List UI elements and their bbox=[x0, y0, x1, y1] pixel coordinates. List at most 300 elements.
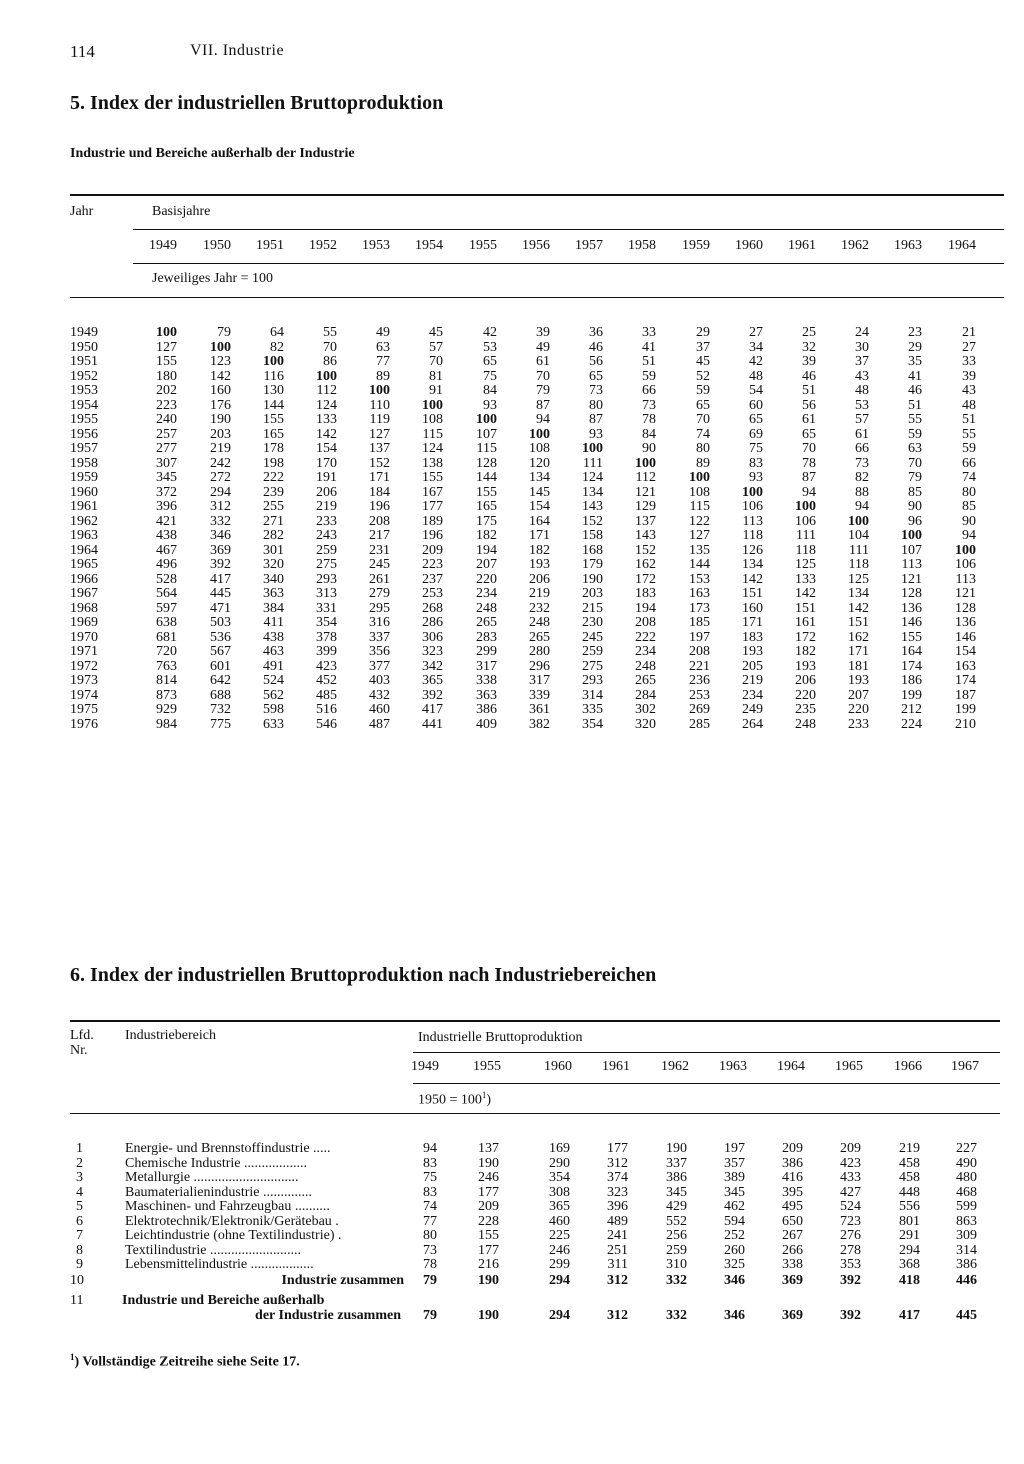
table5-cell: 94 bbox=[802, 484, 816, 500]
table5-cell: 52 bbox=[696, 368, 710, 384]
table5-cell: 171 bbox=[742, 615, 763, 630]
table5-cell: 293 bbox=[316, 571, 337, 587]
table5-cell: 55 bbox=[323, 325, 337, 340]
table5-cell: 89 bbox=[696, 455, 710, 471]
table5-cell: 219 bbox=[742, 673, 763, 688]
table6-row-label: Leichtindustrie (ohne Textilindustrie) . bbox=[125, 1229, 342, 1243]
table5-cell: 182 bbox=[795, 644, 816, 659]
table5-cell: 460 bbox=[369, 702, 390, 717]
table5-cell: 503 bbox=[210, 615, 231, 630]
table5-cell: 184 bbox=[369, 484, 390, 500]
table6-cell: 354 bbox=[549, 1170, 570, 1185]
table5-cell: 601 bbox=[210, 658, 231, 674]
table5-cell: 21 bbox=[962, 325, 976, 340]
table5-cell: 126 bbox=[742, 542, 763, 558]
table5-cell: 221 bbox=[689, 658, 710, 674]
table5-cell: 59 bbox=[908, 426, 922, 442]
table5-cell: 124 bbox=[582, 470, 603, 485]
table5-base-year: 1957 bbox=[575, 238, 603, 253]
table5-cell: 210 bbox=[955, 716, 976, 732]
table5-cell: 196 bbox=[422, 528, 443, 543]
table6-total-cell: 190 bbox=[478, 1308, 499, 1323]
table5-cell: 124 bbox=[422, 441, 443, 456]
table5-cell: 386 bbox=[476, 702, 497, 717]
table6-year: 1964 bbox=[777, 1059, 805, 1074]
table5-cell: 208 bbox=[635, 615, 656, 630]
table5-cell: 236 bbox=[689, 673, 710, 688]
table5-cell: 160 bbox=[742, 600, 763, 616]
table5-cell: 174 bbox=[955, 673, 976, 688]
table5-cell: 191 bbox=[316, 470, 337, 485]
table5-cell: 133 bbox=[316, 412, 337, 427]
table5-cell: 163 bbox=[955, 658, 976, 674]
table6-cell: 290 bbox=[549, 1155, 570, 1171]
table6-cell: 416 bbox=[782, 1170, 803, 1185]
table6-cell: 266 bbox=[782, 1242, 803, 1258]
table5-cell: 128 bbox=[476, 455, 497, 471]
table5-cell: 234 bbox=[476, 586, 497, 601]
table5-cell: 219 bbox=[529, 586, 550, 601]
table5-cell: 164 bbox=[901, 644, 922, 659]
table5-cell: 253 bbox=[422, 586, 443, 601]
table6-cell: 252 bbox=[724, 1228, 745, 1243]
table5-row-year: 1974 bbox=[70, 687, 98, 703]
table5-row-year: 1973 bbox=[70, 673, 98, 688]
table5-cell: 78 bbox=[802, 455, 816, 471]
table5-cell: 285 bbox=[689, 716, 710, 732]
table6-cell: 227 bbox=[956, 1141, 977, 1156]
table6-cell: 80 bbox=[423, 1228, 437, 1243]
table5-cell: 171 bbox=[529, 528, 550, 543]
table5-cell: 233 bbox=[316, 513, 337, 529]
table6-cell: 219 bbox=[899, 1141, 920, 1156]
table5-cell: 224 bbox=[901, 716, 922, 732]
table5-cell: 35 bbox=[908, 354, 922, 369]
table5-cell: 151 bbox=[742, 586, 763, 601]
table5-cell: 164 bbox=[529, 513, 550, 529]
table5-cell: 175 bbox=[476, 513, 497, 529]
table5-cell: 384 bbox=[263, 600, 284, 616]
table6-nr-header-2: Nr. bbox=[70, 1043, 88, 1058]
table5-cell: 63 bbox=[376, 339, 390, 355]
table5-row-year: 1971 bbox=[70, 644, 98, 659]
table5-cell: 316 bbox=[369, 615, 390, 630]
table5-cell: 100 bbox=[210, 339, 231, 355]
table5-cell: 567 bbox=[210, 644, 231, 659]
table5-cell: 137 bbox=[635, 513, 656, 529]
table5-cell: 39 bbox=[962, 368, 976, 384]
table6-cell: 241 bbox=[607, 1228, 628, 1243]
table5-cell: 345 bbox=[156, 470, 177, 485]
table5-cell: 775 bbox=[210, 716, 231, 732]
table5-cell: 248 bbox=[795, 716, 816, 732]
table5-cell: 100 bbox=[422, 397, 443, 413]
table5-cell: 42 bbox=[749, 354, 763, 369]
table5-cell: 116 bbox=[263, 368, 284, 384]
table5-cell: 720 bbox=[156, 644, 177, 659]
table5-cell: 206 bbox=[795, 673, 816, 688]
table6-year: 1949 bbox=[411, 1059, 439, 1074]
table5-cell: 280 bbox=[529, 644, 550, 659]
table5-row-year: 1950 bbox=[70, 339, 98, 355]
table6-cell: 94 bbox=[423, 1141, 437, 1156]
table5-cell: 516 bbox=[316, 702, 337, 717]
table5-cell: 432 bbox=[369, 687, 390, 703]
table5-cell: 120 bbox=[529, 455, 550, 471]
table6-total-cell: 312 bbox=[607, 1273, 628, 1288]
table5-cell: 208 bbox=[689, 644, 710, 659]
table6-cell: 177 bbox=[478, 1242, 499, 1258]
table6-year: 1962 bbox=[661, 1059, 689, 1074]
table6-total-cell: 294 bbox=[549, 1273, 570, 1288]
table5-cell: 30 bbox=[855, 339, 869, 355]
table5-base-year: 1959 bbox=[682, 238, 710, 253]
table6-row-nr: 7 bbox=[76, 1228, 83, 1243]
table5-cell: 73 bbox=[589, 383, 603, 398]
table5-cell: 94 bbox=[536, 412, 550, 427]
table5-cell: 65 bbox=[749, 412, 763, 427]
table6-total-cell: 294 bbox=[549, 1308, 570, 1323]
table5-row-year: 1965 bbox=[70, 557, 98, 572]
table5-cell: 562 bbox=[263, 687, 284, 703]
table6-row-nr: 3 bbox=[76, 1170, 83, 1185]
table6-total-cell: 417 bbox=[899, 1308, 920, 1323]
table5-cell: 39 bbox=[536, 325, 550, 340]
table6-cell: 314 bbox=[956, 1242, 977, 1258]
table5-cell: 158 bbox=[582, 528, 603, 543]
table6-row-label: Chemische Industrie .................. bbox=[125, 1156, 307, 1171]
table6-title: 6. Index der industriellen Bruttoproduktion nach Industriebereichen bbox=[70, 964, 657, 986]
table5-cell: 261 bbox=[369, 571, 390, 587]
table5-cell: 75 bbox=[483, 368, 497, 384]
table5-cell: 93 bbox=[589, 426, 603, 442]
chapter-title: VII. Industrie bbox=[190, 42, 285, 59]
table6-cell: 291 bbox=[899, 1228, 920, 1243]
table6-cell: 311 bbox=[607, 1257, 628, 1272]
table6-area-header: Industriebereich bbox=[125, 1028, 216, 1043]
table5-cell: 223 bbox=[156, 397, 177, 413]
table5-cell: 155 bbox=[422, 470, 443, 485]
table5-cell: 155 bbox=[476, 484, 497, 500]
table6-cell: 433 bbox=[840, 1170, 861, 1185]
table5-cell: 41 bbox=[908, 368, 922, 384]
table5-row-year: 1961 bbox=[70, 499, 98, 514]
table6-total-cell: 369 bbox=[782, 1308, 803, 1323]
table5-cell: 277 bbox=[156, 441, 177, 456]
table5-cell: 39 bbox=[802, 354, 816, 369]
table5-cell: 145 bbox=[529, 484, 550, 500]
table5-cell: 108 bbox=[422, 412, 443, 427]
table5-cell: 181 bbox=[848, 658, 869, 674]
table5-cell: 307 bbox=[156, 455, 177, 471]
table5-cell: 363 bbox=[263, 586, 284, 601]
table5-cell: 33 bbox=[962, 354, 976, 369]
table5-cell: 59 bbox=[642, 368, 656, 384]
table6-year-rule bbox=[413, 1083, 1000, 1084]
table5-cell: 142 bbox=[316, 426, 337, 442]
table6-row-label: Lebensmittelindustrie .................. bbox=[125, 1258, 314, 1272]
table5-cell: 732 bbox=[210, 702, 231, 717]
table5-row-year: 1969 bbox=[70, 615, 98, 630]
table5-cell: 100 bbox=[689, 470, 710, 485]
table5-cell: 220 bbox=[476, 571, 497, 587]
table5-cell: 113 bbox=[901, 557, 922, 572]
table5-base-year: 1961 bbox=[788, 238, 816, 253]
table5-cell: 232 bbox=[529, 600, 550, 616]
table6-total-cell: 392 bbox=[840, 1308, 861, 1323]
table5-cell: 279 bbox=[369, 586, 390, 601]
table5-cell: 73 bbox=[855, 455, 869, 471]
table5-cell: 205 bbox=[742, 658, 763, 674]
table5-cell: 314 bbox=[582, 687, 603, 703]
table5-cell: 128 bbox=[955, 600, 976, 616]
table5-cell: 87 bbox=[536, 397, 550, 413]
table5-cell: 199 bbox=[955, 702, 976, 717]
table5-cell: 284 bbox=[635, 687, 656, 703]
table5-cell: 142 bbox=[795, 586, 816, 601]
table5-base-year: 1952 bbox=[309, 238, 337, 253]
table6-year: 1967 bbox=[951, 1059, 979, 1074]
table6-cell: 357 bbox=[724, 1155, 745, 1171]
table5-cell: 163 bbox=[689, 586, 710, 601]
table5-cell: 54 bbox=[749, 383, 763, 398]
table6-cell: 209 bbox=[478, 1199, 499, 1214]
table5-row-year: 1959 bbox=[70, 470, 98, 485]
table6-year: 1966 bbox=[894, 1059, 922, 1074]
table5-cell: 25 bbox=[802, 325, 816, 340]
table6-cell: 228 bbox=[478, 1213, 499, 1229]
table5-cell: 75 bbox=[749, 441, 763, 456]
table6-cell: 251 bbox=[607, 1242, 628, 1258]
table5-cell: 217 bbox=[369, 528, 390, 543]
table5-cell: 107 bbox=[901, 542, 922, 558]
table5-cell: 79 bbox=[217, 325, 231, 340]
table6-cell: 216 bbox=[478, 1257, 499, 1272]
table6-bottom-rule bbox=[70, 1113, 1000, 1114]
table5-cell: 242 bbox=[210, 455, 231, 471]
table5-row-year: 1963 bbox=[70, 528, 98, 543]
table5-cell: 421 bbox=[156, 513, 177, 529]
table5-row-year: 1972 bbox=[70, 658, 98, 674]
table5-cell: 46 bbox=[589, 339, 603, 355]
table5-cell: 134 bbox=[742, 557, 763, 572]
table5-cell: 178 bbox=[263, 441, 284, 456]
table5-cell: 219 bbox=[316, 499, 337, 514]
table6-cell: 246 bbox=[478, 1170, 499, 1185]
table5-cell: 73 bbox=[642, 397, 656, 413]
table5-cell: 688 bbox=[210, 687, 231, 703]
table5-cell: 182 bbox=[529, 542, 550, 558]
table5-cell: 161 bbox=[795, 615, 816, 630]
table5-cell: 82 bbox=[270, 339, 284, 355]
table6-cell: 294 bbox=[899, 1242, 920, 1258]
table6-row-nr: 10 bbox=[70, 1273, 84, 1288]
table5-cell: 53 bbox=[855, 397, 869, 413]
table5-cell: 268 bbox=[422, 600, 443, 616]
table5-cell: 144 bbox=[689, 557, 710, 572]
table6-row-label: Metallurgie .............................. bbox=[125, 1171, 299, 1185]
table5-row-year: 1964 bbox=[70, 542, 98, 558]
table5-cell: 106 bbox=[795, 513, 816, 529]
table5-cell: 111 bbox=[583, 455, 603, 471]
table5-cell: 43 bbox=[855, 368, 869, 384]
table5-cell: 93 bbox=[483, 397, 497, 413]
table5-cell: 125 bbox=[795, 557, 816, 572]
table6-year: 1963 bbox=[719, 1059, 747, 1074]
table6-total-cell: 79 bbox=[423, 1308, 437, 1323]
table6-total-cell: 346 bbox=[724, 1273, 745, 1288]
table5-cell: 37 bbox=[855, 354, 869, 369]
table5-cell: 46 bbox=[908, 383, 922, 398]
table6-cell: 190 bbox=[478, 1155, 499, 1171]
table5-cell: 57 bbox=[855, 412, 869, 427]
table5-cell: 320 bbox=[635, 716, 656, 732]
table6-prod-header: Industrielle Bruttoproduktion bbox=[418, 1030, 583, 1045]
table5-cell: 48 bbox=[962, 397, 976, 413]
table5-cell: 403 bbox=[369, 673, 390, 688]
table5-cell: 70 bbox=[536, 368, 550, 384]
table6-prod-rule bbox=[413, 1052, 1000, 1053]
table5-cell: 441 bbox=[422, 716, 443, 732]
table5-cell: 78 bbox=[642, 412, 656, 427]
table6-cell: 556 bbox=[899, 1199, 920, 1214]
table5-base-year: 1950 bbox=[203, 238, 231, 253]
table5-cell: 154 bbox=[529, 499, 550, 514]
table5-cell: 24 bbox=[855, 325, 869, 340]
table5-cell: 51 bbox=[642, 354, 656, 369]
table5-cell: 100 bbox=[156, 325, 177, 340]
table5-cell: 378 bbox=[316, 629, 337, 645]
table5-cell: 81 bbox=[429, 368, 443, 384]
table5-cell: 155 bbox=[263, 412, 284, 427]
table5-cell: 70 bbox=[429, 354, 443, 369]
table5-cell: 222 bbox=[263, 470, 284, 485]
table5-base-year: 1960 bbox=[735, 238, 763, 253]
table5-cell: 286 bbox=[422, 615, 443, 630]
table6-cell: 209 bbox=[782, 1141, 803, 1156]
table5-cell: 399 bbox=[316, 644, 337, 659]
table5-cell: 234 bbox=[635, 644, 656, 659]
table5-base-year: 1956 bbox=[522, 238, 550, 253]
table5-cell: 171 bbox=[848, 644, 869, 659]
table6-cell: 460 bbox=[549, 1213, 570, 1229]
table5-cell: 151 bbox=[848, 615, 869, 630]
table5-cell: 183 bbox=[742, 629, 763, 645]
table6-cell: 801 bbox=[899, 1213, 920, 1229]
table5-cell: 240 bbox=[156, 412, 177, 427]
table5-cell: 142 bbox=[742, 571, 763, 587]
table5-cell: 74 bbox=[696, 426, 710, 442]
table5-cell: 183 bbox=[635, 586, 656, 601]
table5-cell: 331 bbox=[316, 600, 337, 616]
table5-cell: 123 bbox=[210, 354, 231, 369]
table5-cell: 122 bbox=[689, 513, 710, 529]
table5-cell: 338 bbox=[476, 673, 497, 688]
table5-cell: 265 bbox=[529, 629, 550, 645]
table5-cell: 546 bbox=[316, 716, 337, 732]
table6-total-cell: 446 bbox=[956, 1273, 977, 1288]
table5-cell: 93 bbox=[749, 470, 763, 485]
table5-cell: 134 bbox=[529, 470, 550, 485]
table5-cell: 259 bbox=[316, 542, 337, 558]
table5-cell: 115 bbox=[476, 441, 497, 456]
table6-total-cell: 312 bbox=[607, 1308, 628, 1323]
table5-cell: 65 bbox=[483, 354, 497, 369]
table5-cell: 119 bbox=[369, 412, 390, 427]
table5-cell: 248 bbox=[476, 600, 497, 616]
table5-cell: 100 bbox=[263, 354, 284, 369]
table5-cell: 162 bbox=[635, 557, 656, 572]
table5-cell: 230 bbox=[582, 615, 603, 630]
table5-cell: 165 bbox=[263, 426, 284, 442]
table6-cell: 310 bbox=[666, 1257, 687, 1272]
table5-cell: 332 bbox=[210, 513, 231, 529]
table5-cell: 90 bbox=[908, 499, 922, 514]
table5-row-year: 1968 bbox=[70, 600, 98, 616]
table6-row-label: Energie- und Brennstoffindustrie ..... bbox=[125, 1142, 331, 1156]
table5-cell: 342 bbox=[422, 658, 443, 674]
table5-row-year: 1955 bbox=[70, 412, 98, 427]
table5-cell: 356 bbox=[369, 644, 390, 659]
table5-cell: 86 bbox=[323, 354, 337, 369]
table5-cell: 302 bbox=[635, 702, 656, 717]
table5-cell: 152 bbox=[582, 513, 603, 529]
table6-cell: 423 bbox=[840, 1155, 861, 1171]
table5-cell: 174 bbox=[901, 658, 922, 674]
table6-row-nr: 4 bbox=[76, 1184, 83, 1200]
table6-row-label: Textilindustrie .......................... bbox=[125, 1243, 301, 1258]
table5-cell: 199 bbox=[901, 687, 922, 703]
table6-row-nr: 5 bbox=[76, 1199, 83, 1214]
table5-cell: 411 bbox=[263, 615, 284, 630]
table6-cell: 594 bbox=[724, 1213, 745, 1229]
table5-cell: 190 bbox=[210, 412, 231, 427]
table5-year-rule bbox=[133, 263, 1004, 264]
table5-cell: 100 bbox=[635, 455, 656, 471]
table5-base-year: 1955 bbox=[469, 238, 497, 253]
table5-cell: 382 bbox=[529, 716, 550, 732]
table5-cell: 354 bbox=[582, 716, 603, 732]
table5-cell: 87 bbox=[802, 470, 816, 485]
table6-cell: 552 bbox=[666, 1213, 687, 1229]
table5-cell: 269 bbox=[689, 702, 710, 717]
table5-cell: 155 bbox=[156, 354, 177, 369]
table5-cell: 220 bbox=[795, 687, 816, 703]
table5-cell: 134 bbox=[848, 586, 869, 601]
table5-cell: 365 bbox=[422, 673, 443, 688]
table6-unit-note: $1950 = 100^1$) bbox=[418, 1090, 492, 1108]
table5-cell: 154 bbox=[955, 644, 976, 659]
table5-cell: 929 bbox=[156, 702, 177, 717]
table5-cell: 873 bbox=[156, 687, 177, 703]
table5-cell: 275 bbox=[316, 557, 337, 572]
table6-cell: 260 bbox=[724, 1242, 745, 1258]
table5-cell: 445 bbox=[210, 586, 231, 601]
table6-cell: 365 bbox=[549, 1199, 570, 1214]
table6-total-cell: 369 bbox=[782, 1273, 803, 1288]
table6-cell: 309 bbox=[956, 1228, 977, 1243]
table5-cell: 209 bbox=[422, 542, 443, 558]
table5-cell: 100 bbox=[795, 499, 816, 514]
table5-cell: 121 bbox=[901, 571, 922, 587]
table5-cell: 203 bbox=[582, 586, 603, 601]
table5-cell: 223 bbox=[422, 557, 443, 572]
table5-cell: 27 bbox=[749, 325, 763, 340]
table5-cell: 143 bbox=[635, 528, 656, 543]
table6-cell: 77 bbox=[423, 1213, 437, 1229]
table6-cell: 429 bbox=[666, 1199, 687, 1214]
table6-cell: 863 bbox=[956, 1213, 977, 1229]
